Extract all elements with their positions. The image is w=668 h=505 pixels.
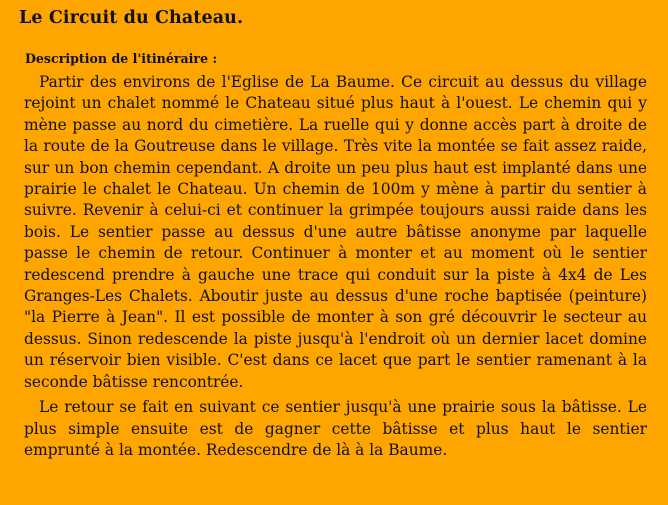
page-title: Le Circuit du Chateau. xyxy=(19,8,244,28)
description-paragraph-2: Le retour se fait en suivant ce sentier jusqu'à une prairie sous la bâtisse. Le plus simple ensuite est de gagner cette bâtisse et plus haut le sentier emprunté à la montée. Redescendre de là à la Baume. xyxy=(24,398,647,459)
itinerary-description xyxy=(24,72,647,461)
description-paragraph-1: Partir des environs de l'Eglise de La Baume. Ce circuit au dessus du village rejoint un chalet nommé le Chateau situé plus haut à l'ouest. Le chemin qui y mène passe au nord du cimetière. La ruelle qui y donne accès part à droite de la route de la Goutreuse dans le village. Très vite la montée se fait assez raide, sur un bon chemin cependant. A droite un peu plus haut est implanté dans une prairie le chalet le Chateau. Un chemin de 100m y mène à partir du sentier à suivre. Revenir à celui-ci et continuer la grimpée toujours aussi raide dans les bois. Le sentier passe au dessus d'une autre bâtisse anonyme par laquelle passe le chemin de retour. Continuer à monter et au moment où le sentier redescend prendre à gauche une trace qui conduit sur la piste à 4x4 de Les Granges-Les Chalets. Aboutir juste au dessus d'une roche baptisée (peinture) "la Pierre à Jean". Il est possible de monter à son gré découvrir le secteur au dessus. Sinon redescende la piste jusqu'à l'endroit où un dernier lacet domine un réservoir bien visible. C'est dans ce lacet que part le sentier ramenant à la seconde bâtisse rencontrée. xyxy=(24,73,647,391)
section-heading: Description de l'itinéraire : xyxy=(25,51,218,66)
